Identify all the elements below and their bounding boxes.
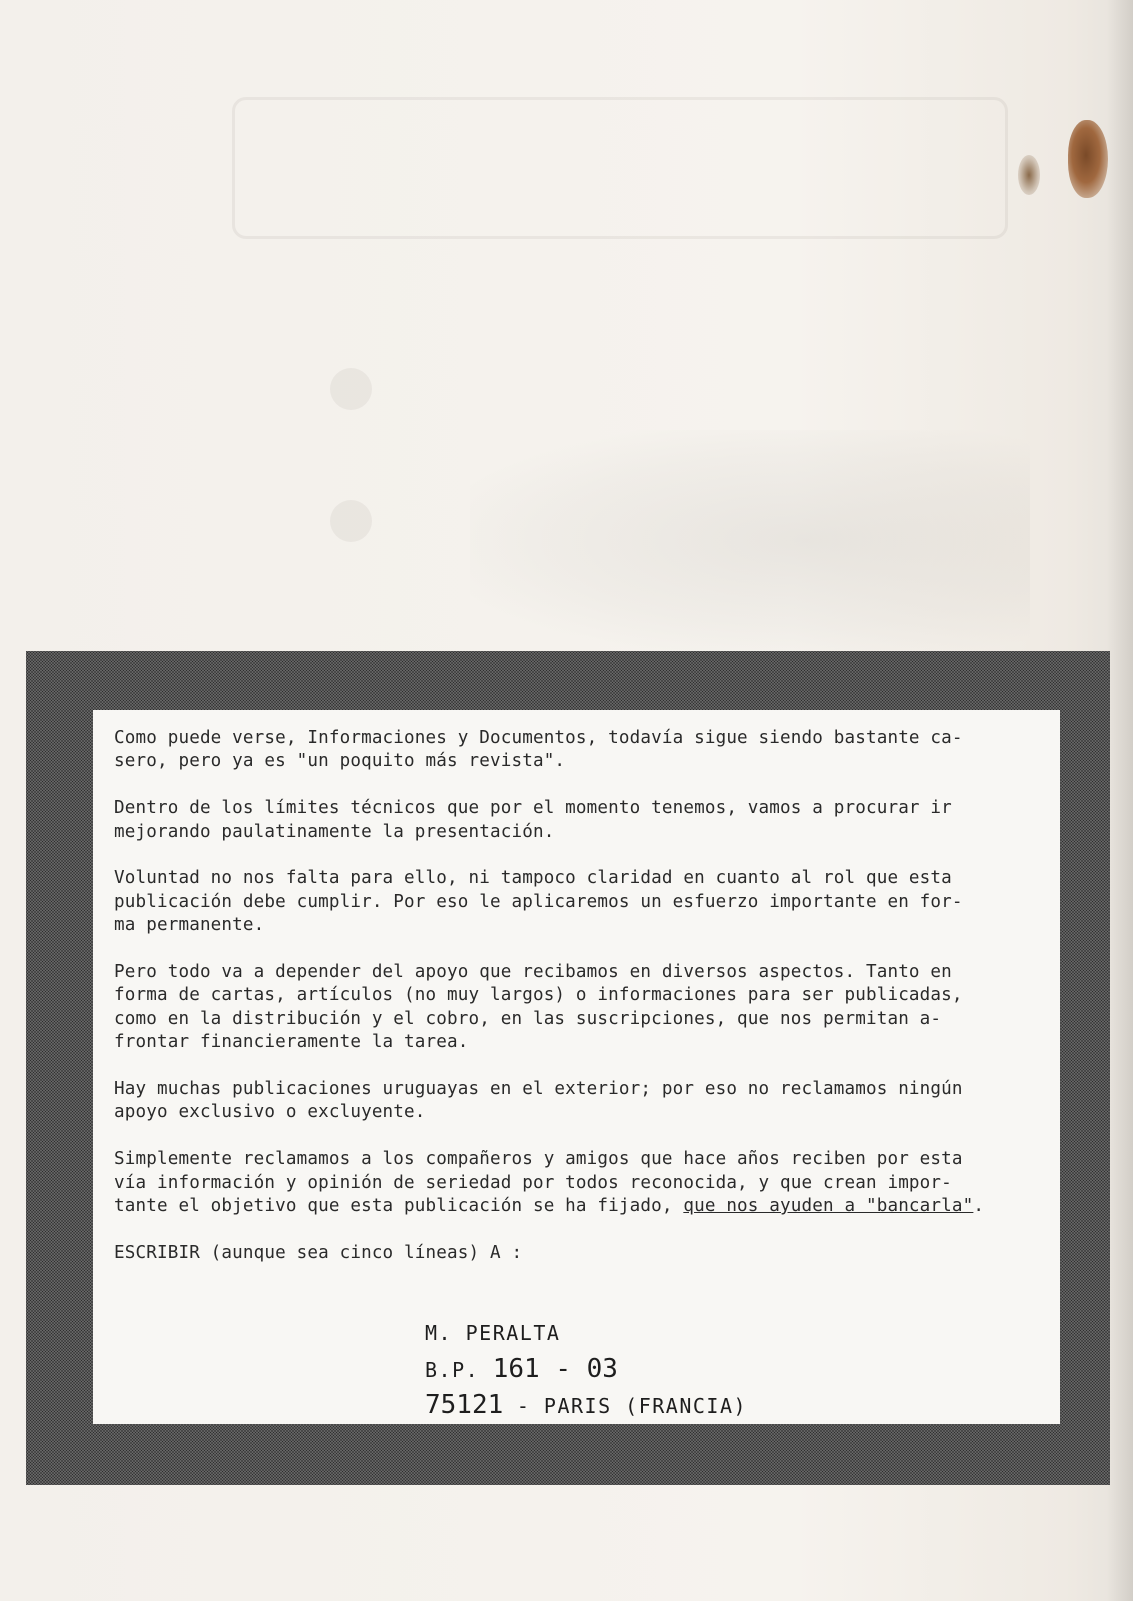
write-to-line: ESCRIBIR (aunque sea cinco líneas) A : (114, 1242, 523, 1263)
notice-paragraph: Pero todo va a depender del apoyo que recibamos en diversos aspectos. Tanto en forma de cartas, artículos (no muy largos) o informaciones para ser publicadas, como en la distribución y el cobro, en las suscripciones, que nos permitan a- frontar financieramente la tarea. (114, 962, 963, 1053)
final-paragraph-text: Simplemente reclamamos a los compañeros y amigos que hace años reciben por esta vía información y opinión de seriedad por todos reconocida, y que crean impor- tante el objetivo que esta publicación se ha fijado, (114, 1149, 963, 1217)
final-paragraph-end: . (973, 1196, 985, 1217)
postal-code: 75121 (425, 1390, 504, 1420)
notice-paragraph: Voluntad no nos falta para ello, ni tampoco claridad en cuanto al rol que esta publicación debe cumplir. Por eso le aplicaremos un esfuerzo importante en for- ma permanente. (114, 868, 963, 936)
underlined-appeal: que nos ayuden a "bancarla" (683, 1196, 974, 1217)
show-through-bullet (330, 500, 372, 542)
show-through-photo (470, 430, 1030, 650)
notice-paragraph: Dentro de los límites técnicos que por el momento tenemos, vamos a procurar ir mejorando paulatinamente la presentación. (114, 798, 952, 842)
notice-paragraph: Hay muchas publicaciones uruguayas en el exterior; por eso no reclamamos ningún apoyo exclusivo o excluyente. (114, 1079, 963, 1123)
notice-paragraph: Como puede verse, Informaciones y Documentos, todavía sigue siendo bastante ca- sero, pero ya es "un poquito más revista". (114, 728, 963, 772)
notice-final-paragraph (114, 1148, 1049, 1218)
show-through-header-box (232, 97, 1008, 239)
mailing-address (425, 1315, 747, 1423)
address-city-line (425, 1387, 747, 1423)
address-po-box (425, 1351, 747, 1387)
address-name: M. PERALTA (425, 1321, 561, 1345)
paper-stain-small (1018, 155, 1040, 195)
notice-text (114, 727, 1049, 1289)
po-box-prefix: B.P. (425, 1358, 493, 1382)
po-box-number: 161 - 03 (492, 1354, 618, 1384)
page-edge-shadow (1107, 0, 1133, 1601)
show-through-bullet (330, 368, 372, 410)
paper-stain (1068, 120, 1108, 198)
address-city: - PARIS (FRANCIA) (503, 1394, 748, 1418)
